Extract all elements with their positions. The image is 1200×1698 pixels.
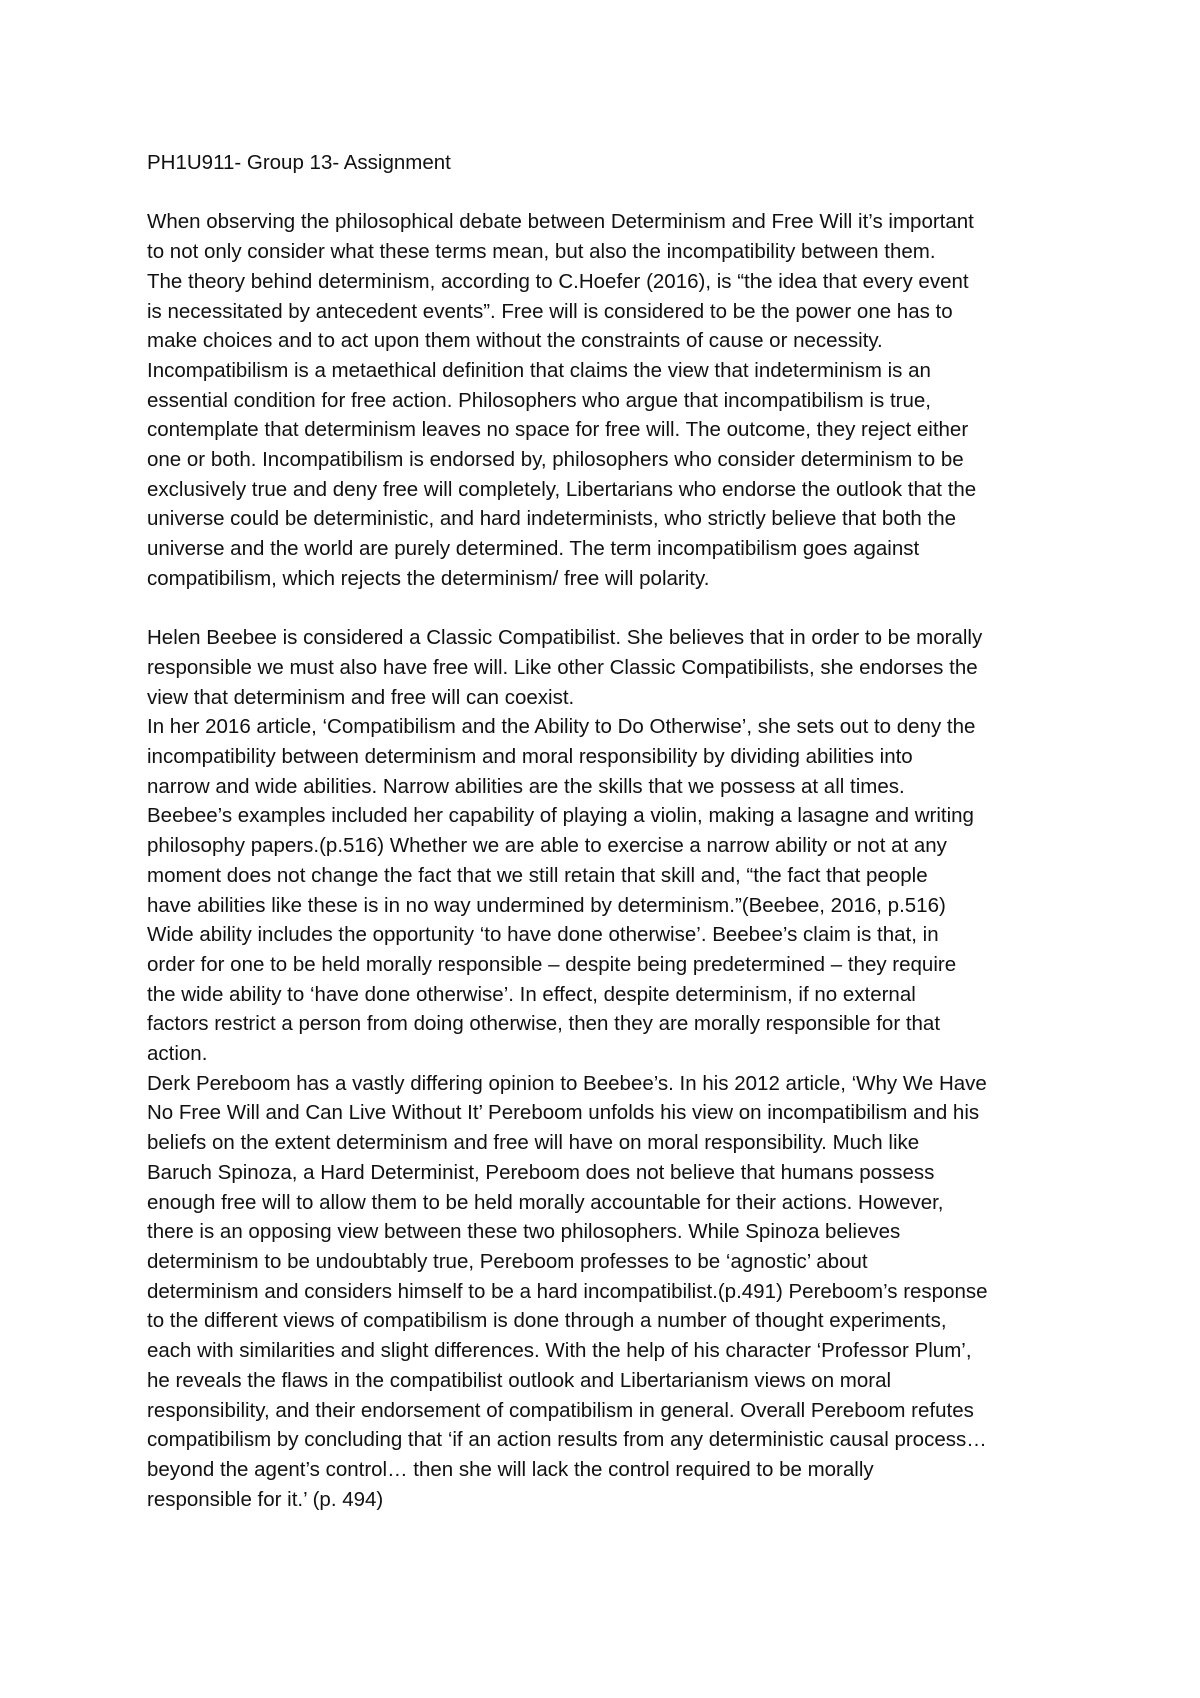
text-line: enough free will to allow them to be held morally accountable for their actions. However, [147, 1190, 944, 1214]
text-line: one or both. Incompatibilism is endorsed by, philosophers who consider determinism to be [147, 448, 964, 472]
text-line: narrow and wide abilities. Narrow abilities are the skills that we possess at all times. [147, 774, 905, 798]
text-line: responsibility, and their endorsement of compatibilism in general. Overall Pereboom refutes [147, 1398, 974, 1422]
text-line: order for one to be held morally responsible – despite being predetermined – they require [147, 952, 957, 976]
text-line: universe and the world are purely determined. The term incompatibilism goes against [147, 537, 920, 561]
text-line: When observing the philosophical debate between Determinism and Free Will it’s important [147, 210, 974, 234]
text-line: beliefs on the extent determinism and free will have on moral responsibility. Much like [147, 1131, 920, 1155]
text-line: he reveals the flaws in the compatibilist outlook and Libertarianism views on moral [147, 1368, 892, 1392]
text-line: moment does not change the fact that we still retain that skill and, “the fact that people [147, 863, 928, 887]
text-line: Derk Pereboom has a vastly differing opinion to Beebee’s. In his 2012 article, ‘Why We Have [147, 1071, 987, 1095]
text-line: responsible we must also have free will. Like other Classic Compatibilists, she endorses the [147, 655, 978, 679]
text-line: Helen Beebee is considered a Classic Compatibilist. She believes that in order to be morally [147, 626, 983, 650]
text-line: compatibilism, which rejects the determinism/ free will polarity. [147, 566, 710, 590]
text-line: view that determinism and free will can coexist. [147, 685, 575, 709]
text-line: philosophy papers.(p.516) Whether we are able to exercise a narrow ability or not at any [147, 834, 947, 858]
text-line: incompatibility between determinism and moral responsibility by dividing abilities into [147, 745, 913, 769]
document-page [147, 148, 1067, 1514]
text-line: to the different views of compatibilism is done through a number of thought experiments, [147, 1309, 947, 1333]
text-line: universe could be deterministic, and hard indeterminists, who strictly believe that both the [147, 507, 957, 531]
text-line: contemplate that determinism leaves no space for free will. The outcome, they reject either [147, 418, 969, 442]
text-line: compatibilism by concluding that ‘if an action results from any deterministic causal process… [147, 1428, 987, 1452]
text-line: No Free Will and Can Live Without It’ Pereboom unfolds his view on incompatibilism and his [147, 1101, 980, 1125]
text-line: make choices and to act upon them without the constraints of cause or necessity. [147, 329, 883, 353]
text-line: each with similarities and slight differences. With the help of his character ‘Professor Plum’, [147, 1339, 972, 1363]
text-line: is necessitated by antecedent events”. Free will is considered to be the power one has to [147, 299, 953, 323]
text-line: to not only consider what these terms mean, but also the incompatibility between them. [147, 240, 936, 264]
text-line: action. [147, 1042, 208, 1066]
text-line: determinism to be undoubtably true, Pereboom professes to be ‘agnostic’ about [147, 1249, 868, 1273]
text-line: responsible for it.’ (p. 494) [147, 1487, 384, 1511]
text-line: Wide ability includes the opportunity ‘to have done otherwise’. Beebee’s claim is that, in [147, 923, 939, 947]
document-title: PH1U911- Group 13- Assignment [147, 151, 451, 174]
text-line: exclusively true and deny free will completely, Libertarians who endorse the outlook that the [147, 477, 977, 501]
paragraph-gap [147, 178, 1067, 208]
text-line: Baruch Spinoza, a Hard Determinist, Pereboom does not believe that humans possess [147, 1160, 935, 1184]
paragraph-beebee-pereboom [147, 623, 1067, 1514]
text-line: Incompatibilism is a metaethical definition that claims the view that indeterminism is an [147, 358, 931, 382]
text-line: The theory behind determinism, according to C.Hoefer (2016), is “the idea that every event [147, 269, 969, 293]
text-line: factors restrict a person from doing otherwise, then they are morally responsible for that [147, 1012, 941, 1036]
text-line: the wide ability to ‘have done otherwise’. In effect, despite determinism, if no external [147, 982, 916, 1006]
text-line: Beebee’s examples included her capability of playing a violin, making a lasagne and writing [147, 804, 974, 828]
paragraph-gap [147, 594, 1067, 624]
text-line: essential condition for free action. Philosophers who argue that incompatibilism is true, [147, 388, 931, 412]
text-line: there is an opposing view between these two philosophers. While Spinoza believes [147, 1220, 901, 1244]
text-line: beyond the agent’s control… then she will lack the control required to be morally [147, 1457, 874, 1481]
paragraph-determinism [147, 207, 1067, 593]
text-line: determinism and considers himself to be a hard incompatibilist.(p.491) Pereboom’s response [147, 1279, 988, 1303]
text-line: In her 2016 article, ‘Compatibilism and the Ability to Do Otherwise’, she sets out to deny the [147, 715, 976, 739]
text-line: have abilities like these is in no way undermined by determinism.”(Beebee, 2016, p.516) [147, 893, 946, 917]
